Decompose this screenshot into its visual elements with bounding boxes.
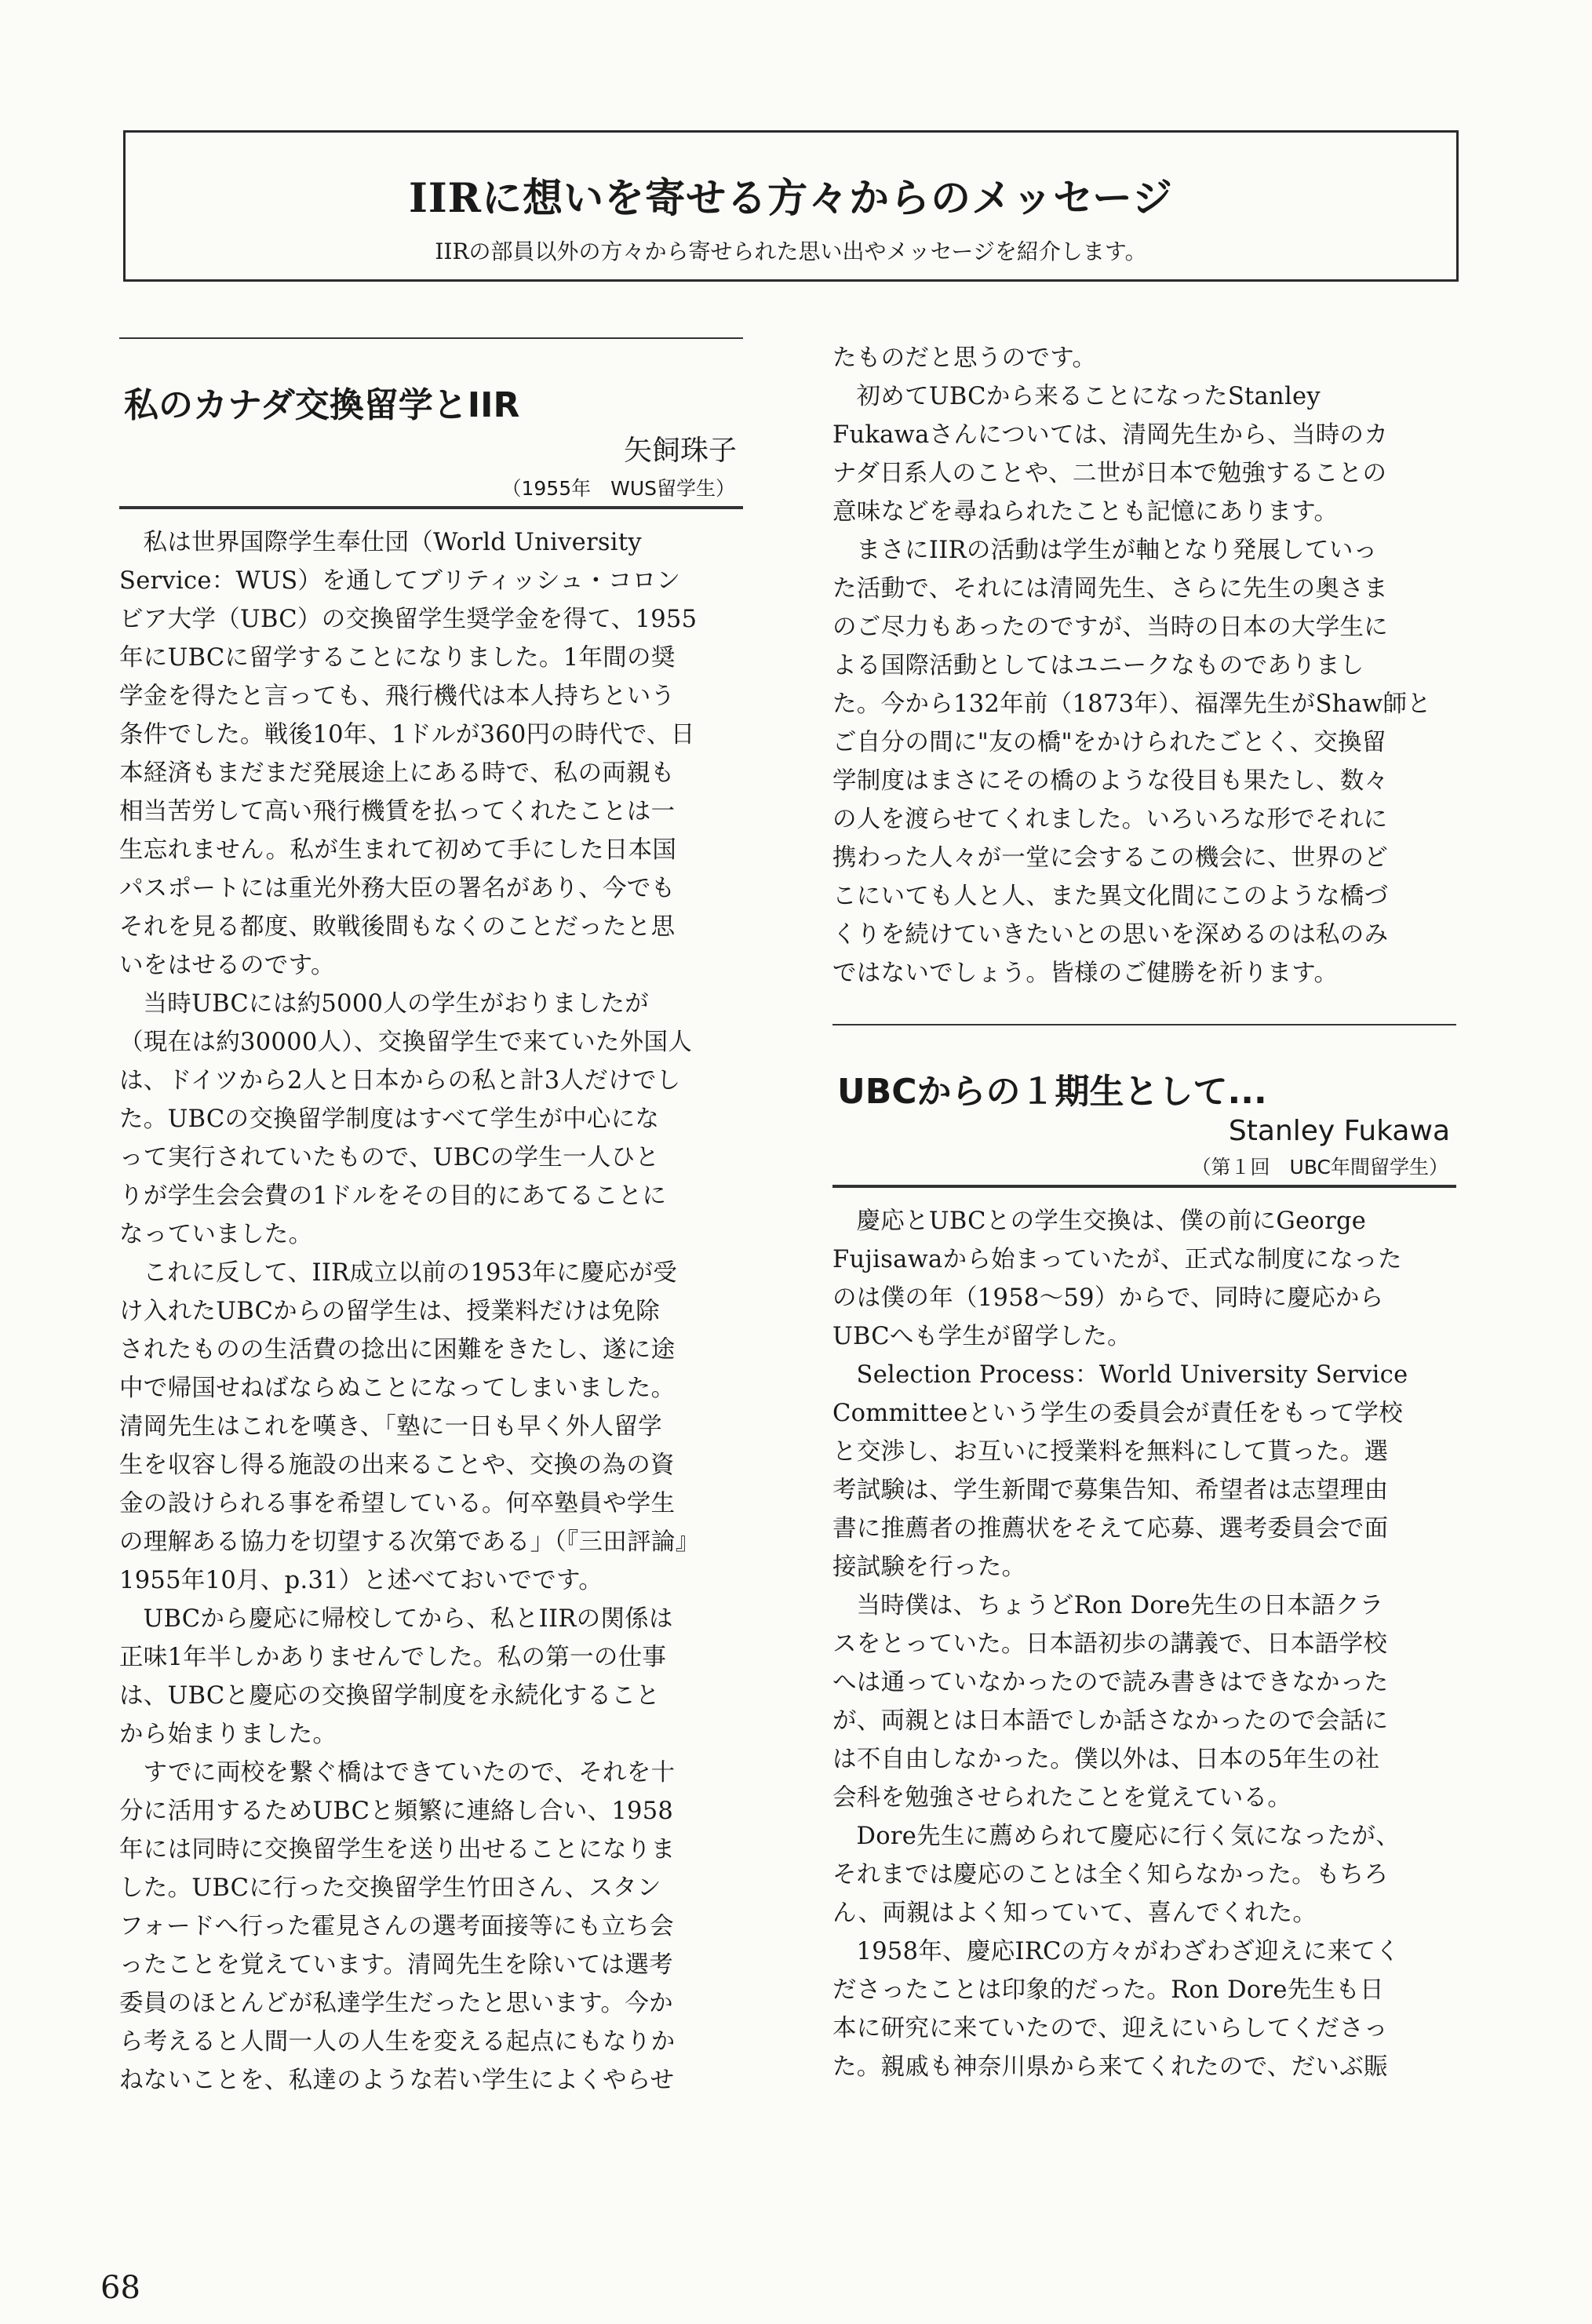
article-title: 私のカナダ交換留学とIIR <box>124 385 520 425</box>
paragraph: Selection Process：World University Service Committeeという学生の委員会が責任をもって学校 と交渉し、お互いに授業料を無料にして貰った。選 考試験は、学生新聞で募集告知、希望者は志望理由 書に推薦者の推薦状をそえて応募、選考委員会で面 接試験を行った。 <box>832 1361 1408 1581</box>
article-affiliation: （1955年 WUS留学生） <box>501 477 735 500</box>
paragraph: 初めてUBCから来ることになったStanley Fukawaさんについては、清岡先生から、当時のカ ナダ日系人のことや、二世が日本で勉強することの 意味などを尋ねられたことも記憶にあります。 <box>832 383 1389 526</box>
paragraph: Dore先生に薦められて慶応に行く気になったが、 それまでは慶応のことは全く知らなかった。もちろ ん、両親はよく知っていて、喜んでくれた。 <box>832 1823 1401 1927</box>
article-title: UBCからの１期生として... <box>837 1072 1267 1112</box>
paragraph: 1958年、慶応IRCの方々がわざわざ迎えに来てく ださったことは印象的だった。Ron Dore先生も日 本に研究に来ていたので、迎えにいらしてくださっ た。親戚も神奈川県から来てくれたので、だいぶ賑 <box>832 1938 1400 2081</box>
article-author: 矢飼珠子 <box>623 435 737 467</box>
paragraph: 私は世界国際学生奉仕団（World University Service：WUS）を通してブリティッシュ・コロン ビア大学（UBC）の交換留学生奨学金を得て、1955 年にUBCに留学することになりました。1年間の奨 学金を得たと言っても、飛行機代は本人持ちという 条件でした。戦後10年、1ドルが360円の時代で、日 本経済もまだまだ発展途上にある時で、私の両親も 相当苦労して高い飛行機賃を払ってくれたことは一 生忘れません。私が生まれて初めて手にした日本国 パスポートには重光外務大臣の署名があり、今でも それを見る都度、敗戦後間もなくのことだったと思 いをはせるのです。 <box>119 529 698 979</box>
article-author: Stanley Fukawa <box>1228 1115 1450 1147</box>
paragraph: たものだと思うのです。 <box>832 344 1097 372</box>
header-box <box>123 130 1459 282</box>
right-column <box>832 339 1456 2086</box>
article-affiliation: （第１回 UBC年間留学生） <box>1191 1156 1448 1178</box>
paragraph: 慶応とUBCとの学生交換は、僕の前にGeorge Fujisawaから始まっていたが、正式な制度になった のは僕の年（1958〜59）からで、同時に慶応から UBCへも学生が留学した。 <box>832 1208 1402 1350</box>
paragraph: 当時UBCには約5000人の学生がおりましたが （現在は約30000人）、交換留学生で来ていた外国人 は、ドイツから2人と日本からの私と計3人だけでし た。UBCの交換留学制度はすべて学生が中心にな って実行されていたもので、UBCの学生一人ひと りが学生会会費の1ドルをその目的にあてることに なっていました。 <box>119 990 693 1248</box>
divider <box>832 1024 1456 1025</box>
page-title: IIRに想いを寄せる方々からのメッセージ <box>408 175 1174 222</box>
paragraph: まさにIIRの活動は学生が軸となり発展していっ た活動で、それには清岡先生、さらに先生の奥さま のご尽力もあったのですが、当時の日本の大学生に よる国際活動としてはユニークなものでありまし た。今から132年前（1873年）、福澤先生がShaw師と ご自分の間に"友の橋"をかけられたごとく、交換留 学制度はまさにその橋のような役目も果たし、数々 の人を渡らせてくれました。いろいろな形でそれに 携わった人々が一堂に会するこの機会に、世界のど こにいても人と人、また異文化間にこのような橋づ くりを続けていきたいとの思いを深めるのは私のみ ではないでしょう。皆様のご健勝を祈ります。 <box>832 537 1432 987</box>
paragraph: 当時僕は、ちょうどRon Dore先生の日本語クラ スをとっていた。日本語初歩の講義で、日本語学校 へは通っていなかったので読み書きはできなかった が、両親とは日本語でしか話さなかったので会話に は不自由しなかった。僕以外は、日本の5年生の社 会科を勉強させられたことを覚えている。 <box>832 1592 1389 1812</box>
left-column <box>119 337 743 2100</box>
paragraph: これに反して、IIR成立以前の1953年に慶応が受 け入れたUBCからの留学生は、授業料だけは免除 されたものの生活費の捻出に困難をきたし、遂に途 中で帰国せねばならぬことになってしまいました。 清岡先生はこれを嘆き、「塾に一日も早く外人留学 生を収容し得る施設の出来ることや、交換の為の資 金の設けられる事を希望している。何卒塾員や学生 の理解ある協力を切望する次第である」（『三田評論』 1955年10月、p.31）と述べておいでです。 <box>119 1259 700 1594</box>
divider <box>119 506 743 509</box>
page-subtitle: IIRの部員以外の方々から寄せられた思い出やメッセージを紹介します。 <box>435 239 1147 264</box>
page-number: 68 <box>100 2270 140 2306</box>
divider <box>832 1185 1456 1188</box>
divider <box>119 337 743 339</box>
paragraph: すでに両校を繋ぐ橋はできていたので、それを十 分に活用するためUBCと頻繁に連絡し合い、1958 年には同時に交換留学生を送り出せることになりま した。UBCに行った交換留学生竹田さん、スタン フォードへ行った霍見さんの選考面接等にも立ち会 ったことを覚えています。清岡先生を除いては選考 委員のほとんどが私達学生だったと思います。今か ら考えると人間一人の人生を変える起点にもなりか ねないことを、私達のような若い学生によくやらせ <box>119 1759 676 2094</box>
paragraph: UBCから慶応に帰校してから、私とIIRの関係は 正味1年半しかありませんでした。私の第一の仕事 は、UBCと慶応の交換留学制度を永続化すること から始まりました。 <box>119 1605 673 1748</box>
